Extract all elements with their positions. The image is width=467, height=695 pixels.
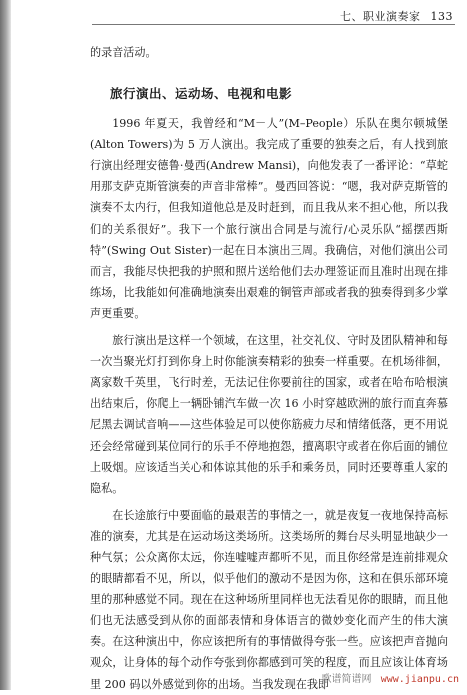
body-text <box>90 42 448 695</box>
page-gutter-shadow <box>0 0 11 690</box>
watermark-site-url: www.jianpu.cn <box>380 674 459 685</box>
paragraph-3: 在长途旅行中要面临的最艰苦的事情之一，就是夜复一夜地保持高标准的演奏，尤其是在运动场这类场所。这类场所的舞台尽头明显地缺少一种气氛；公众离你太远，你连嘘嘘声都听不见，而且你经常是连前排观众的眼睛都看不见，所以，似乎他们的激动不是因为你，这和在俱乐部环境里的那种感觉不同。现在在这种场所里同样也无法看见你的眼睛，而且他们也无法感受到从你的面部表情和身体语言的微妙变化而产生的伟大演奏。在这种演出中，你应该把所有的事情做得夸张一些。应该把声音抛向观众，让身体的每个动作夸张到你都感到可笑的程度，而且应该让体育场里 200 码以外感觉到你的出场。当我发现在我即 <box>90 508 448 691</box>
watermark <box>322 670 459 685</box>
section-title: 旅行演出、运动场、电视和电影 <box>110 86 293 102</box>
running-header <box>340 8 453 24</box>
watermark-site-name: 歌谱简谱网 <box>321 674 372 685</box>
chapter-title: 七、职业演奏家 <box>340 10 421 23</box>
paragraph-1: 1996 年夏天，我曾经和“M－人”(M–People）乐队在奥尔顿城堡(Alton Towers)为 5 万人演出。我完成了重要的独奏之后，有人找到旅行演出经理安德鲁·曼西(Andrew Mansi)，向他发表了一番评论：“草蛇用那支萨克斯管演奏的声音非常棒”。曼西回答说：“嗯，我对萨克斯管的演奏不太内行，但我知道他总是及时赶到，而且我从来不担心他，所以我们的关系很好”。我下一个旅行演出合同是与流行/心灵乐队“摇摆西斯特”(Swing Out Sister)一起在日本演出三周。我确信，对他们演出公司而言，我能尽快把我的护照和照片送给他们去办理签证而且准时出现在排练场，比我能如何准确地演奏出艰难的铜管声部或者我的独奏得到多少掌声更重要。 <box>90 117 448 320</box>
page-number: 133 <box>430 10 453 23</box>
header-rule <box>92 24 455 25</box>
paragraph-2: 旅行演出是这样一个领域，在这里，社交礼仪、守时及团队精神和每一次当聚光灯打到你身上时你能演奏精彩的独奏一样重要。在机场徘徊，离家数千英里，飞行时差，无法记住你要前往的国家，或者在哈布哈根演出结束后，你爬上一辆卧铺汽车做一次 16 小时穿越欧洲的旅行而直奔慕尼黑去调试音响——这些体验足可以使你筋疲力尽和情绪低落，更不用说还会经常碰到某位同行的乐手不停地抱怨，擅离职守或者在你后面的铺位上吸烟。应该适当关心和体谅其他的乐手和乘务员，同时还要尊重人家的隐私。 <box>90 334 448 495</box>
lead-in-line: 的录音活动。 <box>90 46 157 59</box>
